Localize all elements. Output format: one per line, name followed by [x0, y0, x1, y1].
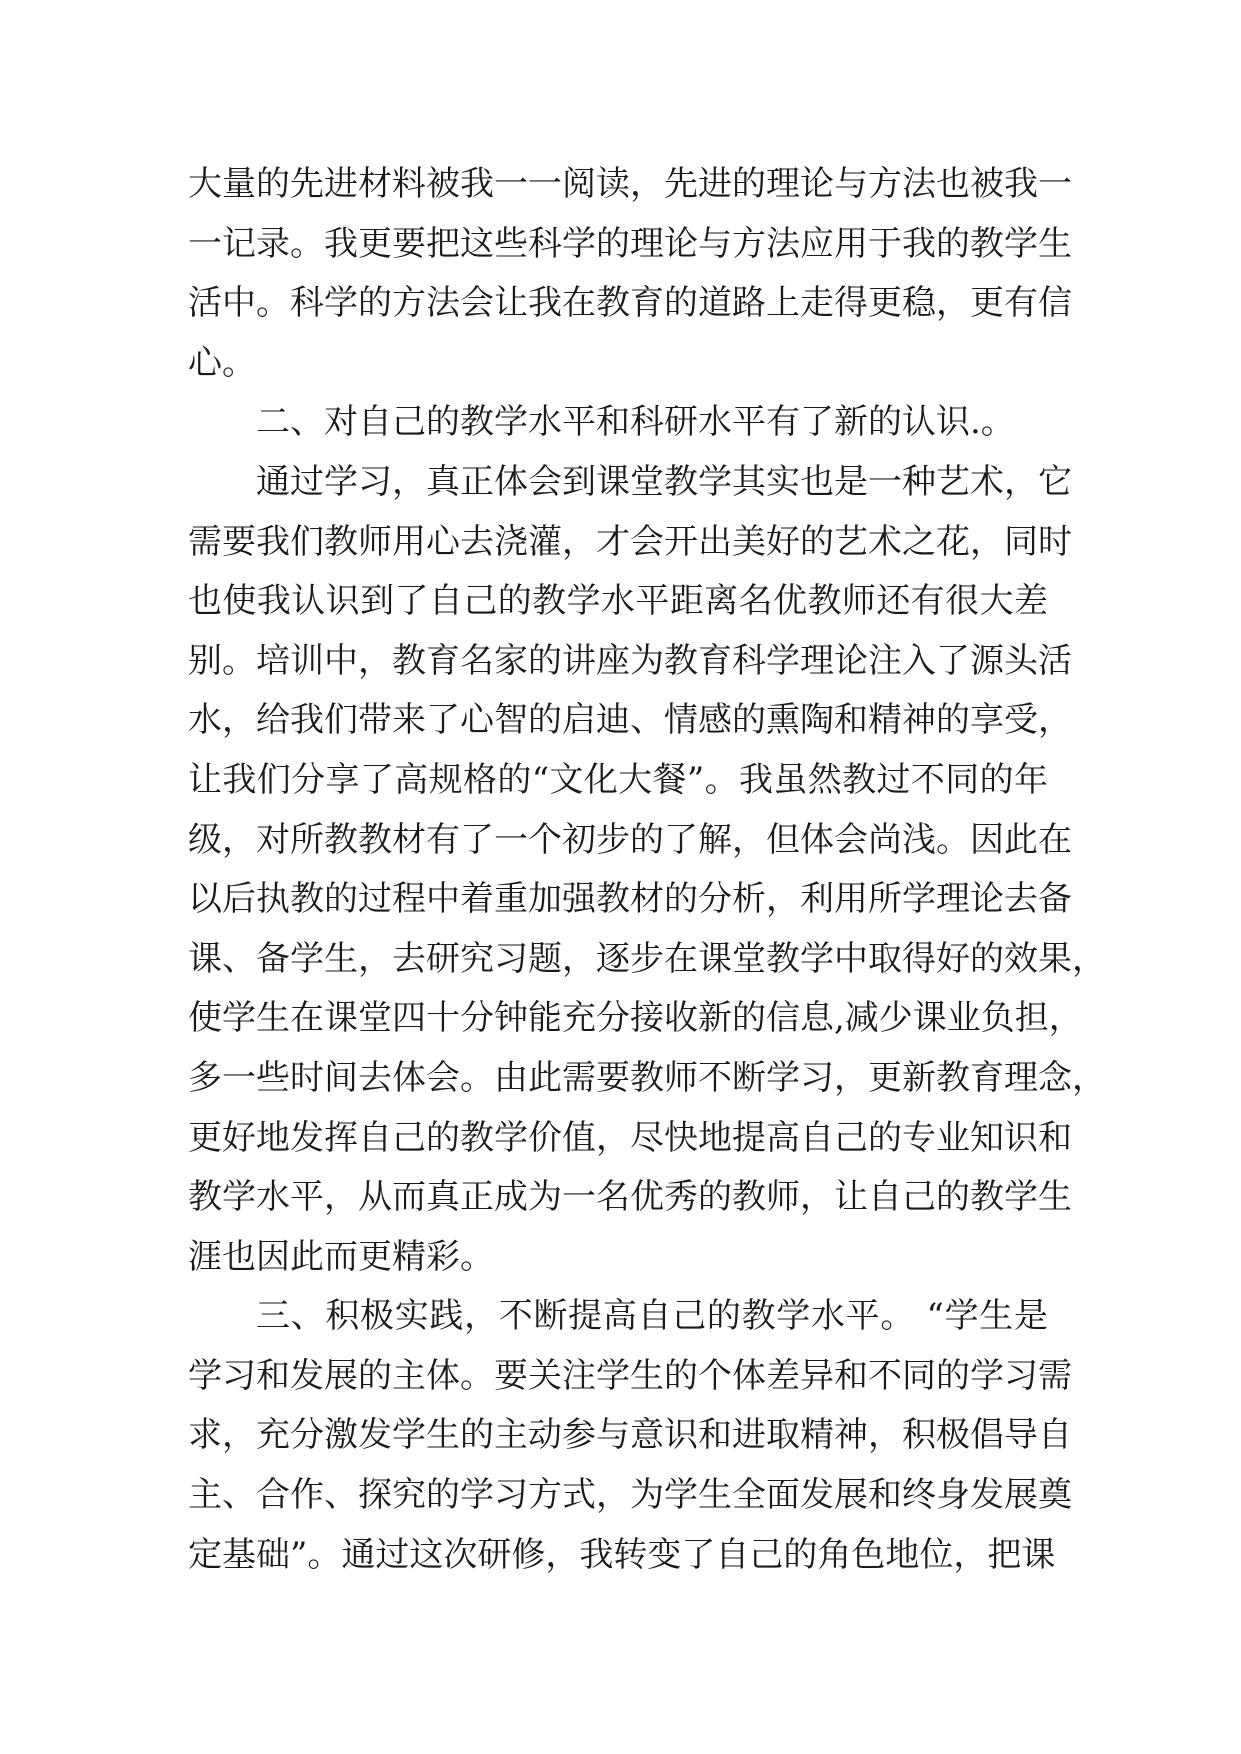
body-text — [188, 155, 1106, 1585]
text-line: 多一些时间去体会。由此需要教师不断学习，更新教育理念， — [188, 1057, 1106, 1098]
text-line: 课、备学生，去研究习题，逐步在课堂教学中取得好的效果， — [188, 938, 1106, 979]
text-line: 大量的先进材料被我一一阅读，先进的理论与方法也被我一 — [188, 164, 1072, 204]
text-line: 教学水平，从而真正成为一名优秀的教师，让自己的教学生 — [188, 1177, 1072, 1218]
text-line: 心。 — [188, 342, 256, 383]
text-line: 通过学习，真正体会到课堂教学其实也是一种艺术，它 — [256, 461, 1072, 502]
text-line: 求，充分激发学生的主动参与意识和进取精神，积极倡导自 — [188, 1415, 1072, 1456]
text-line: 也使我认识到了自己的教学水平距离名优教师还有很大差 — [188, 581, 1048, 622]
text-line: 需要我们教师用心去浇灌，才会开出美好的艺术之花，同时 — [188, 521, 1072, 562]
text-line: 使学生在课堂四十分钟能充分接收新的信息,减少课业负担， — [188, 998, 1083, 1039]
text-line: 三、积极实践，不断提高自己的教学水平。 “学生是 — [256, 1296, 1048, 1337]
text-line: 水，给我们带来了心智的启迪、情感的熏陶和精神的享受， — [188, 700, 1072, 741]
text-line: 别。培训中，教育名家的讲座为教育科学理论注入了源头活 — [188, 640, 1072, 681]
text-line: 活中。科学的方法会让我在教育的道路上走得更稳，更有信 — [188, 283, 1072, 324]
text-line: 主、合作、探究的学习方式，为学生全面发展和终身发展奠 — [188, 1475, 1072, 1516]
text-line: 更好地发挥自己的教学价值，尽快地提高自己的专业知识和 — [188, 1117, 1072, 1158]
text-line: 级，对所教教材有了一个初步的了解，但体会尚浅。因此在 — [188, 819, 1072, 860]
text-line: 让我们分享了高规格的“文化大餐”。我虽然教过不同的年 — [188, 759, 1048, 800]
text-line: 一记录。我更要把这些科学的理论与方法应用于我的教学生 — [188, 223, 1072, 264]
text-line: 二、对自己的教学水平和科研水平有了新的认识.。 — [256, 402, 1015, 443]
text-line: 以后执教的过程中着重加强教材的分析，利用所学理论去备 — [188, 879, 1072, 920]
text-line: 涯也因此而更精彩。 — [188, 1236, 494, 1277]
text-line: 学习和发展的主体。要关注学生的个体差异和不同的学习需 — [188, 1355, 1072, 1396]
text-line: 定基础”。通过这次研修，我转变了自己的角色地位，把课 — [188, 1534, 1056, 1575]
